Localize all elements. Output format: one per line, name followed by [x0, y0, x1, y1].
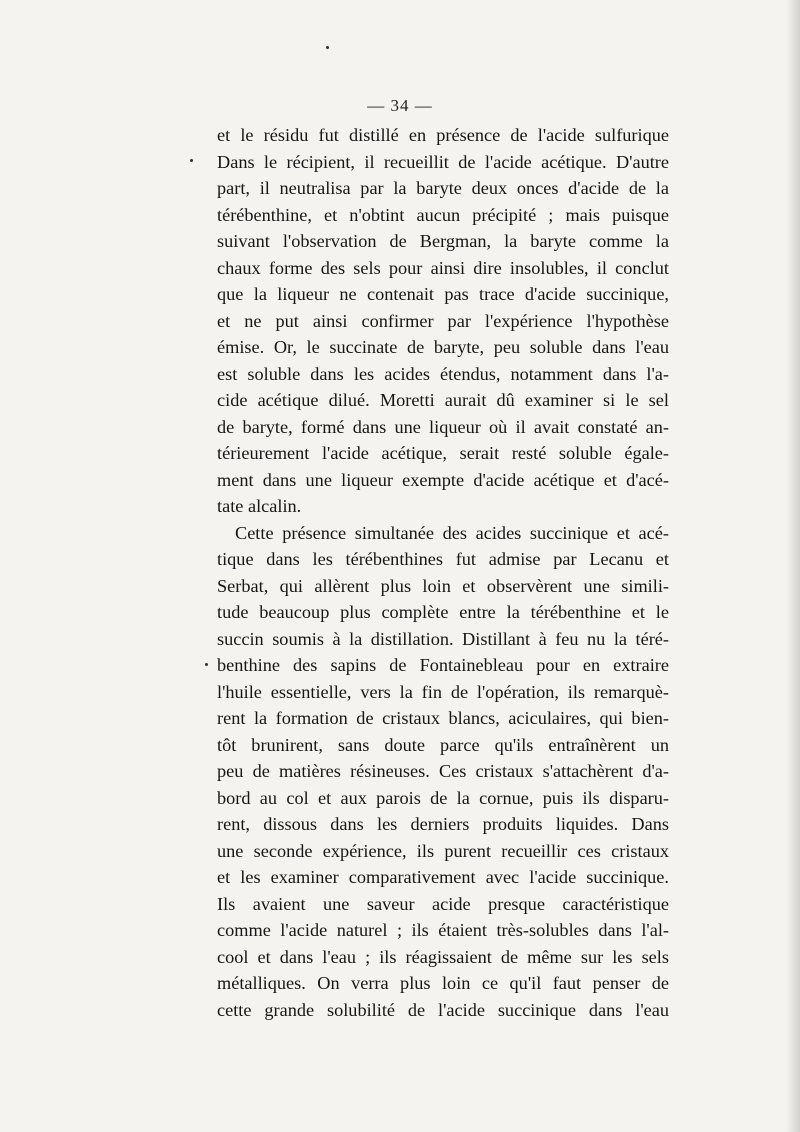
text-line: cide acétique dilué. Moretti aurait dû examiner si le sel: [217, 390, 669, 410]
text-line: ment dans une liqueur exempte d'acide acétique et d'acé-: [217, 469, 669, 490]
text-line: Ils avaient une saveur acide presque caractéristique: [217, 893, 669, 914]
text-line: tude beaucoup plus complète entre la térébenthine et le: [217, 602, 669, 622]
text-line: Serbat, qui allèrent plus loin et observèrent une simili-: [217, 575, 669, 596]
paper-speck: [190, 159, 193, 162]
text-line: succin soumis à la distillation. Distillant à feu nu la téré-: [217, 628, 669, 649]
text-line: cool et dans l'eau ; ils réagissaient de même sur les sels: [217, 946, 669, 967]
text-line: térébenthine, et n'obtint aucun précipité ; mais puisque: [217, 204, 669, 225]
page-number: — 34 —: [367, 96, 433, 115]
paper-speck: [326, 46, 329, 49]
text-line: térieurement l'acide acétique, serait resté soluble égale-: [217, 443, 669, 463]
text-line: tôt brunirent, sans doute parce qu'ils entraînèrent un: [217, 734, 669, 755]
text-line: tate alcalin.: [217, 496, 302, 516]
text-line: Cette présence simultanée des acides succinique et acé-: [235, 522, 669, 543]
paragraph: [217, 122, 669, 520]
text-line: rent la formation de cristaux blancs, aciculaires, qui bien-: [217, 708, 669, 728]
text-line: métalliques. On verra plus loin ce qu'il faut penser de: [217, 973, 669, 993]
text-line: est soluble dans les acides étendus, notamment dans l'a-: [217, 363, 669, 384]
text-line: une seconde expérience, ils purent recueillir ces cristaux: [217, 840, 669, 861]
paragraph: [217, 520, 669, 1024]
text-line: peu de matières résineuses. Ces cristaux s'attachèrent d'a-: [217, 761, 669, 781]
text-line: benthine des sapins de Fontainebleau pour en extraire: [217, 655, 669, 675]
text-line: chaux forme des sels pour ainsi dire insolubles, il conclut: [217, 257, 669, 278]
text-line: rent, dissous dans les derniers produits liquides. Dans: [217, 814, 669, 834]
text-line: émise. Or, le succinate de baryte, peu soluble dans l'eau: [217, 337, 669, 357]
text-line: tique dans les térébenthines fut admise par Lecanu et: [217, 549, 669, 569]
text-line: Dans le récipient, il recueillit de l'acide acétique. D'autre: [217, 151, 669, 172]
text-line: que la liqueur ne contenait pas trace d'acide succinique,: [217, 284, 669, 304]
page-edge-shadow: [786, 0, 800, 1132]
text-line: comme l'acide naturel ; ils étaient très-solubles dans l'al-: [217, 920, 669, 940]
text-line: et les examiner comparativement avec l'acide succinique.: [217, 867, 669, 887]
text-line: suivant l'observation de Bergman, la baryte comme la: [217, 231, 669, 251]
body-text: [217, 122, 669, 1023]
text-line: et ne put ainsi confirmer par l'expérience l'hypothèse: [217, 310, 669, 331]
text-line: cette grande solubilité de l'acide succinique dans l'eau: [217, 999, 669, 1020]
paper-speck: [205, 663, 208, 666]
text-line: et le résidu fut distillé en présence de l'acide sulfurique: [217, 125, 669, 145]
text-line: bord au col et aux parois de la cornue, puis ils disparu-: [217, 787, 669, 808]
text-line: l'huile essentielle, vers la fin de l'opération, ils remarquè-: [217, 681, 669, 702]
text-line: de baryte, formé dans une liqueur où il avait constaté an-: [217, 416, 669, 437]
text-line: part, il neutralisa par la baryte deux onces d'acide de la: [217, 178, 669, 198]
